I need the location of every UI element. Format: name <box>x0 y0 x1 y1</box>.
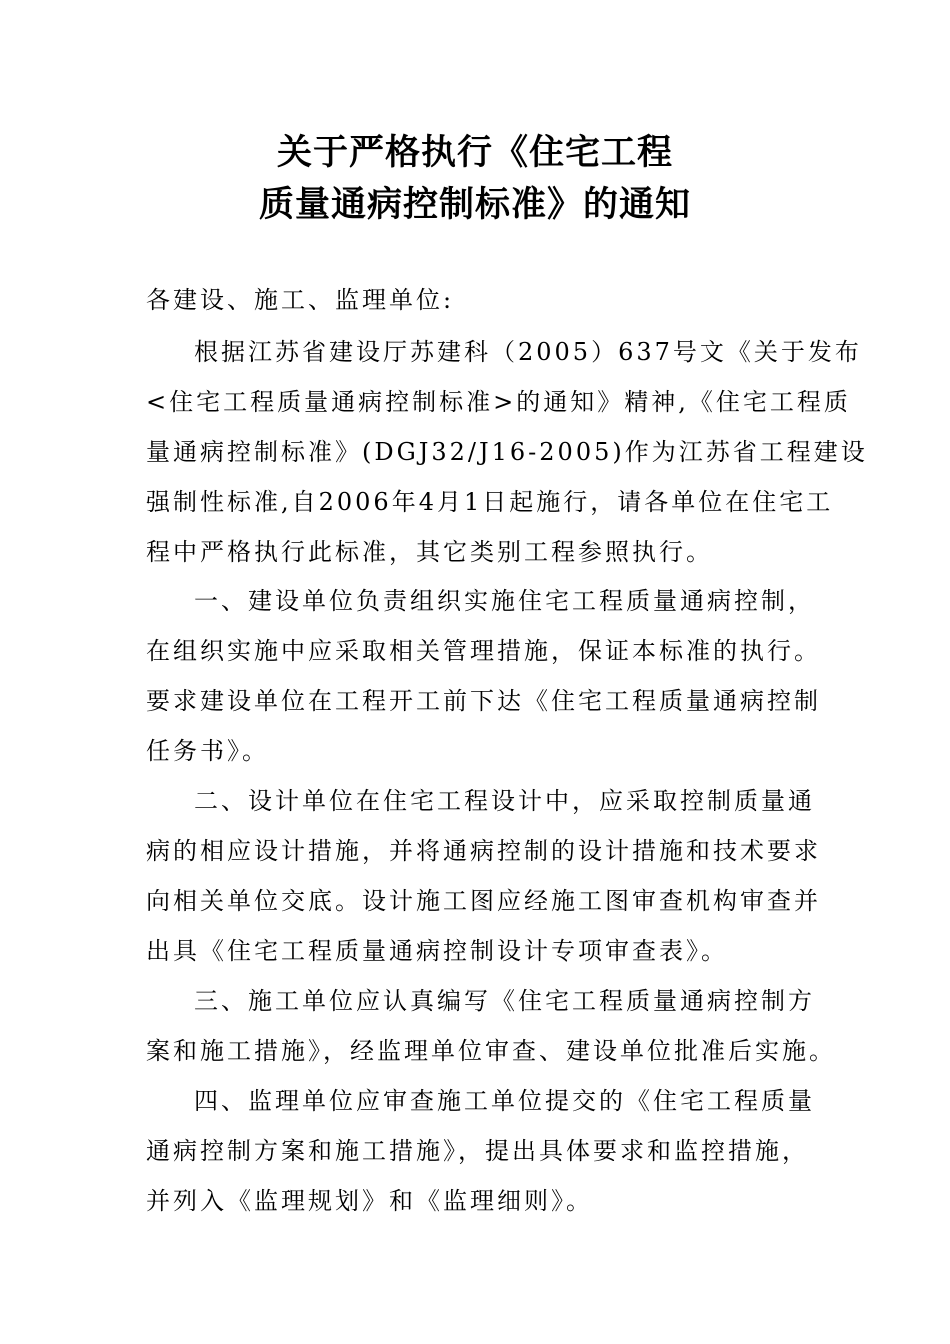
body-line: 强制性标准,自2006年4月1日起施行，请各单位在住宅工 <box>146 488 834 516</box>
body-line: 程中严格执行此标准，其它类别工程参照执行。 <box>146 538 713 566</box>
body-line: 二、设计单位在住宅工程设计中，应采取控制质量通 <box>194 787 815 815</box>
body-line: 并列入《监理规划》和《监理细则》。 <box>146 1187 593 1215</box>
body-line: 案和施工措施》，经监理单位审查、建设单位批准后实施。 <box>146 1037 836 1065</box>
body-line: 出具《住宅工程质量通病控制设计专项审查表》。 <box>146 937 728 965</box>
body-line: 三、施工单位应认真编写《住宅工程质量通病控制方 <box>194 987 815 1015</box>
title-line-1: 关于严格执行《住宅工程 <box>276 133 673 173</box>
salutation: 各建设、施工、监理单位: <box>146 286 455 314</box>
body-line: <住宅工程质量通病控制标准>的通知》精神,《住宅工程质 <box>146 388 851 416</box>
body-line: 量通病控制标准》(DGJ32/J16-2005)作为江苏省工程建设 <box>146 438 868 466</box>
body-line: 要求建设单位在工程开工前下达《住宅工程质量通病控制 <box>146 687 821 715</box>
body-line: 任务书》。 <box>146 737 269 765</box>
body-line: 一、建设单位负责组织实施住宅工程质量通病控制， <box>194 587 815 615</box>
body-line: 通病控制方案和施工措施》，提出具体要求和监控措施， <box>146 1137 809 1165</box>
title-line-2: 质量通病控制标准》的通知 <box>258 185 691 225</box>
body-line: 四、监理单位应审查施工单位提交的《住宅工程质量 <box>194 1087 815 1115</box>
body-line: 病的相应设计措施，并将通病控制的设计措施和技术要求 <box>146 837 821 865</box>
body-line: 向相关单位交底。设计施工图应经施工图审查机构审查并 <box>146 887 821 915</box>
body-line: 根据江苏省建设厅苏建科（2005）637号文《关于发布 <box>194 338 862 366</box>
body-line: 在组织实施中应采取相关管理措施，保证本标准的执行。 <box>146 637 821 665</box>
